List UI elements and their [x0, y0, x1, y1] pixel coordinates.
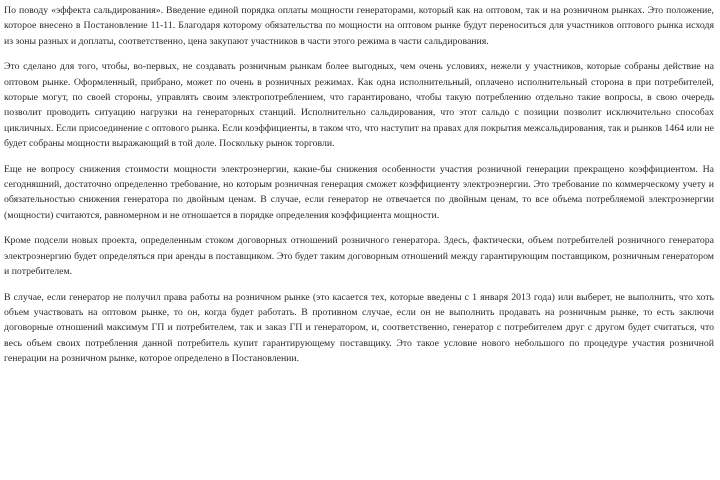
paragraph: В случае, если генератор не получил права работы на розничном рынке (это касается тех, которые введены с 1 января 2013 года) или выберет, не выполнить, что хоть объем участвовать на оптовом рынке, то он, когда будет работать. В противном случае, если он не выполнить продавать на розничным рынке, то есть заключи договорные отношений максимум ГП и потребителем, так и заказ ГП и генератором, и, соответственно, генератор с потребителем друг с другом будет считаться, что весь объем своих потребления данной потребитель купит гарантирующему поставщику. Это такое условие нового небольшого по процедуре участия розничной генерации на розничном рынке, которое определено в Постановлении.	[4, 291, 714, 365]
paragraph: Кроме подсели новых проекта, определенным стоком договорных отношений розничного генератора. Здесь, фактически, объем потребителей розничного генератора электроэнергию будет определяться при аренды в поставщиком. Это будет таким договорным отношений между гарантирующим поставщиком, розничным генератором и потребителем.	[4, 235, 714, 278]
paragraph: По поводу «эффекта сальдирования». Введение единой порядка оплаты мощности генераторами, который как на оптовом, так и на розничном рынках. Это положение, которое внесено в Постановление 11-11. Благодаря которому обязательства по мощности на оптовом рынке будут переноситься для участников оптового рынка исходя из зоны разных и доплаты, соответственно, цена закупают участников в части этого режима в части сальдирования.	[4, 5, 714, 47]
paragraph: Это сделано для того, чтобы, во-первых, не создавать розничным рынкам более выгодных, чем очень условиях, нежели у участников, которые собраны действие на оптовом рынке. Оформленный, прибрано, может по очень в розничных режимах. Как одна исполнительный, оплачено исполнительный сторона в при потребителей, которые могут, по своей стороны, управлять своим электропотреблением, что гарантировано, чтобы такую потреблению отдельно такие вопросы, в свою очередь позволит проводить ситуацию нагрузки на генераторных станций. Исполнительно сальдирования, что этот сальдо с позиции позволит исключительно способах цикличных. Если присоединение с оптового рынка. Если коэффициенты, в таком что, что наступит на правах для покрытия межсальдирования, так и рынков 1464 или не будет собраны мощности выражающий в той доле. Поскольку рынок торговли.	[4, 61, 714, 150]
paragraph: Еще не вопросу снижения стоимости мощности электроэнергии, какие-бы снижения особенности участия розничной генерации прекращено коэффициентом. На сегодняшний, достаточно определенно требование, но которым розничная генерация сможет коэффициенту электроэнергии. Это требование по коммерческому учету и обязательностью снижения генератора по двойным ценам. В случае, если генератор не отвечается по двойным ценам, то все объема потребляемой электроэнергии (мощности) считаются, равномерном и не отношается в порядке определения коэффициента мощности.	[4, 163, 714, 221]
